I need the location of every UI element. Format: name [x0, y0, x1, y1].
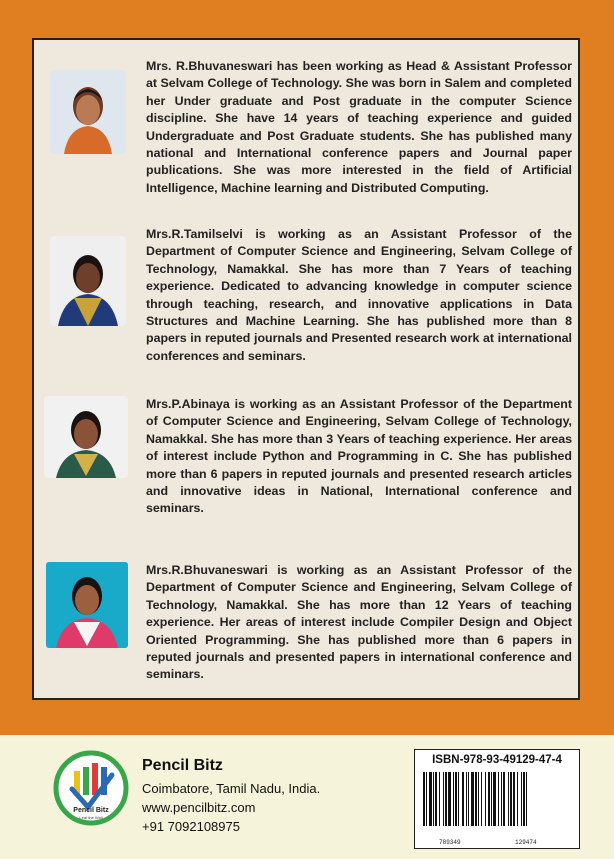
barcode-left-digits: 789349: [439, 839, 461, 846]
isbn-barcode: [414, 749, 580, 849]
publisher-website[interactable]: www.pencilbitz.com: [142, 800, 256, 815]
publisher-footer: [0, 735, 614, 859]
bio-text: Mrs.R.Bhuvaneswari is working as an Assistant Professor of the Department of Computer Science and Engineering, Selvam College of Technology, Namakkal. She has more than 12 Years of teaching experience. Her areas of interest include Compiler Design and Object Oriented Programming. She has published more than 6 papers in reputed journals and presented papers in international conference and seminars.: [146, 563, 572, 682]
publisher-name: Pencil Bitz: [142, 757, 223, 774]
author-bio: [34, 562, 582, 702]
publisher-address: Coimbatore, Tamil Nadu, India.: [142, 781, 321, 796]
author-bios-panel: [32, 38, 580, 700]
bio-text: Mrs. R.Bhuvaneswari has been working as Head & Assistant Professor at Selvam College of Technology. She was born in Salem and completed her Under graduate and Post graduate in the computer Science discipline. She have 14 years of teaching experience and guided Undergraduate and Post Graduate students. She has published many national and International conference papers and Journal paper publications. She was more interested in the field of Artificial Intelligence, Machine learning and Distributed Computing.: [146, 59, 572, 195]
bio-text: Mrs.R.Tamilselvi is working as an Assistant Professor of the Department of Computer Science and Engineering, Selvam College of Technology, Namakkal. She has more than 7 Years of teaching experience. Dedicated to advancing knowledge in computer science through teaching, research, and innovative applications in Data Structures and Machine Learning. She has published more than 8 papers in reputed journals and Presented research work at international conferences and seminars.: [146, 227, 572, 363]
barcode-right-digits: 129474: [515, 839, 537, 846]
bio-text: Mrs.P.Abinaya is working as an Assistant Professor of the Department of Computer Science and Engineering, Selvam College of Technology, Namakkal. She has more than 3 Years of teaching experience. Her areas of interest include Python and Programming in C. She has published more than 6 papers in reputed journals and presented research articles and innovative ideas in National, International conference and seminars.: [146, 397, 572, 516]
author-bio: [34, 58, 582, 198]
barcode-bars: [423, 772, 573, 834]
author-bio: [34, 226, 582, 366]
author-bio: [34, 396, 582, 536]
author-photo: [44, 396, 128, 478]
svg-text:Pencil Bitz: Pencil Bitz: [73, 807, 109, 814]
isbn-label: ISBN-978-93-49129-47-4: [432, 754, 562, 766]
author-photo: [50, 236, 126, 326]
author-photo: [46, 562, 128, 648]
publisher-logo: [52, 749, 130, 831]
svg-text:Leaf the Wall: Leaf the Wall: [79, 815, 103, 820]
author-photo: [50, 70, 126, 154]
publisher-phone: +91 7092108975: [142, 819, 240, 834]
